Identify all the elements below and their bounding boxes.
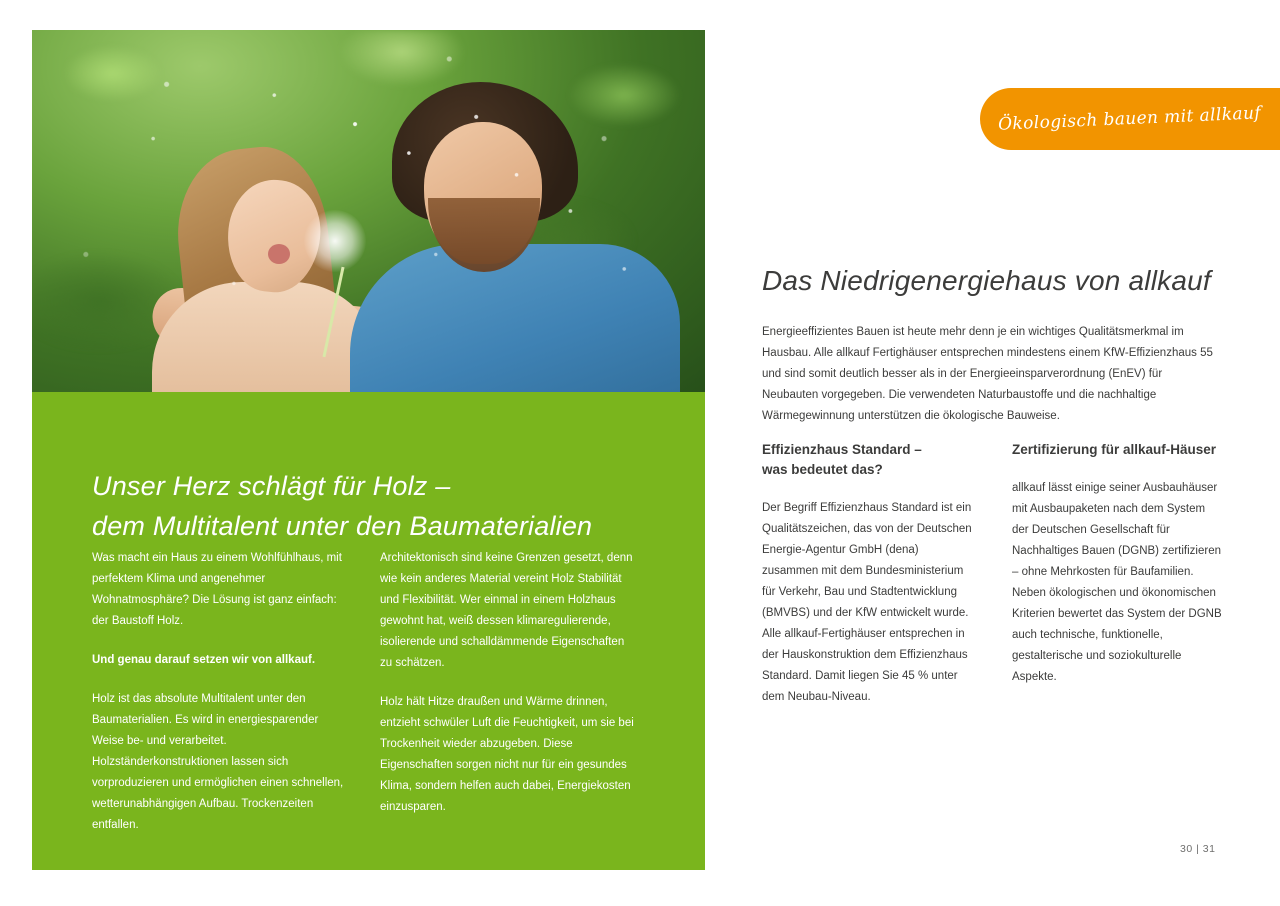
- subsection-heading: [1012, 440, 1222, 460]
- subsection-body: allkauf lässt einige seiner Ausbauhäuser mit Ausbaupaketen nach dem System der Deutschen Gesellschaft für Nachhaltiges Bauen (DGNB) zertifizieren – ohne Mehrkosten für Baufamilien. Neben ökologischen und ökonomischen Kriterien bewertet das System der DGNB auch technische, funktionelle, gestalterische und soziokulturelle Aspekte.: [1012, 482, 1222, 683]
- page-number: 30 | 31: [1180, 843, 1216, 855]
- green-paragraph: Holz ist das absolute Multitalent unter den Baumaterialien. Es wird in energiesparender Weise be- und verarbeitet. Holzständerkonstruktionen lassen sich vorproduzieren und ermöglichen einen schnellen, wetterunabhängigen Aufbau. Trockenzeiten entfallen.: [92, 693, 344, 831]
- green-panel-title: [92, 466, 672, 546]
- green-panel-title-line2: dem Multitalent unter den Baumaterialien: [92, 511, 593, 542]
- green-paragraph: Was macht ein Haus zu einem Wohlfühlhaus, mit perfektem Klima und angenehmer Wohnatmosphäre? Die Lösung ist ganz einfach: der Baustoff Holz.: [92, 552, 342, 627]
- section-ribbon-label: Ökologisch bauen mit allkauf: [998, 103, 1262, 135]
- right-text-column: [762, 0, 1222, 906]
- subsection-heading: [762, 440, 972, 480]
- photo-seed-particles: [32, 30, 705, 392]
- green-paragraph-bold: Und genau darauf setzen wir von allkauf.: [92, 654, 316, 666]
- subsection-body: Der Begriff Effizienzhaus Standard ist ein Qualitätszeichen, das von der Deutschen Energie-Agentur GmbH (dena) zusammen mit dem Bundesministerium für Verkehr, Bau und Stadtentwicklung (BMVBS) und der KfW entwickelt wurde. Alle allkauf-Fertighäuser entsprechen in der Hauskonstruktion dem Effizienzhaus Standard. Damit liegen Sie 45 % unter dem Neubau-Niveau.: [762, 502, 972, 703]
- green-paragraph: Architektonisch sind keine Grenzen gesetzt, denn wie kein anderes Material vereint Holz Stabilität und Flexibilität. Wer einmal in einem Holzhaus gewohnt hat, weiß dessen klimaregulierende, isolierende und schalldämmende Eigenschaften zu schätzen.: [380, 552, 633, 669]
- subsection-zertifizierung: [1012, 440, 1222, 708]
- subsection-heading-line2: was bedeutet das?: [762, 462, 883, 477]
- subsection-heading-line1: Effizienzhaus Standard –: [762, 442, 922, 457]
- page-title: Das Niedrigenergiehaus von allkauf: [762, 264, 1211, 296]
- green-panel-title-line1: Unser Herz schlägt für Holz –: [92, 471, 451, 502]
- green-content-panel: [32, 392, 705, 870]
- green-panel-column-right: [380, 548, 636, 854]
- hero-photo: [32, 30, 705, 392]
- subsection-columns: [762, 440, 1222, 708]
- subsection-effizienzhaus: [762, 440, 972, 708]
- intro-paragraph: Energieeffizientes Bauen ist heute mehr denn je ein wichtiges Qualitätsmerkmal im Hausbau. Alle allkauf Fertighäuser entsprechen mindestens einem KfW-Effizienzhaus 55 und sind somit deutlich besser als in der Energieeinsparverordnung (EnEV) für Neubauten vorgegeben. Die verwendeten Naturbaustoffe und die nachhaltige Wärmegewinnung unterstützen die ökologische Bauweise.: [762, 325, 1213, 422]
- green-panel-columns: [92, 548, 658, 854]
- subsection-heading-line1: Zertifizierung für allkauf-Häuser: [1012, 442, 1217, 457]
- green-paragraph: Holz hält Hitze draußen und Wärme drinnen, entzieht schwüler Luft die Feuchtigkeit, um sie bei Trockenheit wieder abzugeben. Diese Eigenschaften sorgen nicht nur für ein gesundes Klima, sondern helfen auch dabei, Energiekosten einzusparen.: [380, 696, 634, 813]
- green-panel-column-left: [92, 548, 348, 854]
